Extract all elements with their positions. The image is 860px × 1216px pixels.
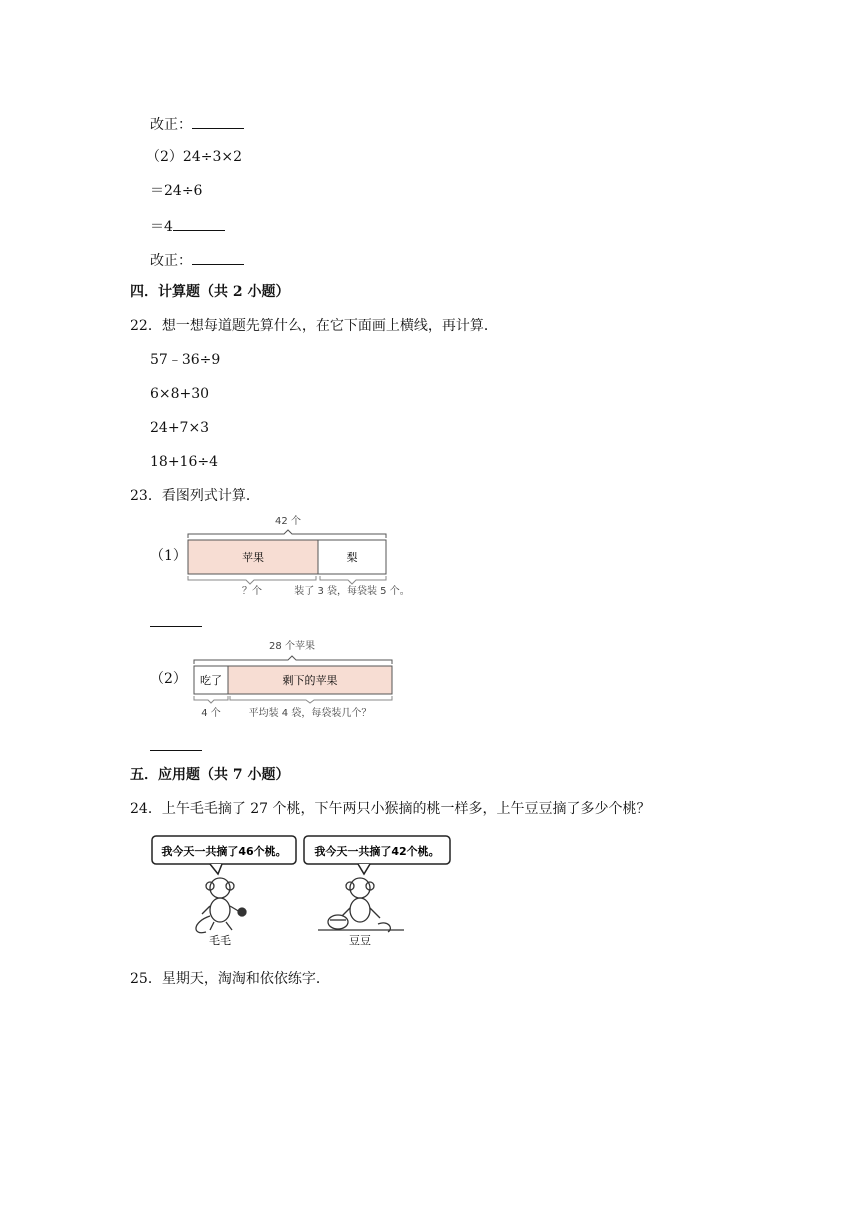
monkey-maomao-icon bbox=[196, 878, 246, 933]
q22-expr-1: 57﹣36÷9 bbox=[150, 352, 221, 368]
fig1-label: （1） bbox=[150, 548, 187, 564]
fig1-bottom-brace-right bbox=[320, 576, 386, 584]
fig2-remaining-label: 剩下的苹果 bbox=[282, 674, 338, 687]
q22-text: 22．想一想每道题先算什么，在它下面画上横线，再计算． bbox=[130, 318, 498, 334]
fig2-label: （2） bbox=[150, 671, 187, 687]
q22-expr-4: 18+16÷4 bbox=[150, 454, 218, 470]
answer-blank bbox=[150, 736, 202, 751]
q25-text: 25．星期天，淘淘和依依练字． bbox=[130, 971, 330, 987]
q23-text: 23．看图列式计算． bbox=[130, 488, 260, 504]
bubble-left-text: 我今天一共摘了46个桃。 bbox=[161, 845, 287, 858]
section4-heading: 四．计算题（共 2 小题） bbox=[130, 284, 290, 300]
fig1-bottom-brace-left bbox=[188, 576, 316, 584]
fig1-answer-line bbox=[150, 612, 202, 632]
fig1-below-right: 装了 3 袋，每袋装 5 个。 bbox=[294, 586, 410, 596]
item2-step1: ＝24÷6 bbox=[150, 183, 203, 199]
correction-label: 改正： bbox=[150, 253, 192, 269]
fig2-below-right: 平均装 4 袋，每袋装几个？ bbox=[248, 708, 372, 719]
bubble-right-text: 我今天一共摘了42个桃。 bbox=[314, 845, 440, 858]
answer-blank bbox=[192, 250, 244, 265]
fig2-below-left: 4 个 bbox=[201, 708, 221, 719]
fig1-apple-label: 苹果 bbox=[242, 551, 264, 564]
correction-line-2 bbox=[150, 250, 244, 270]
q24-monkey-illustration bbox=[148, 832, 458, 952]
fig1-total-label: 42 个 bbox=[275, 516, 301, 527]
bubble-left-tail bbox=[210, 864, 222, 874]
q22-expr-2: 6×8+30 bbox=[150, 386, 210, 402]
item2-expression: （2）24÷3×2 bbox=[146, 149, 242, 165]
bubble-right-tail bbox=[358, 864, 370, 874]
item2-step2: ＝4 bbox=[150, 219, 173, 235]
correction-label: 改正： bbox=[150, 117, 192, 133]
q24-text: 24．上午毛毛摘了 27 个桃，下午两只小猴摘的桃一样多，上午豆豆摘了多少个桃？ bbox=[130, 801, 651, 817]
q22-expr-3: 24+7×3 bbox=[150, 420, 210, 436]
monkey-doudou-icon bbox=[318, 878, 404, 932]
fig1-pear-label: 梨 bbox=[346, 551, 358, 564]
answer-blank bbox=[192, 114, 244, 129]
fig2-bar-diagram bbox=[190, 636, 410, 722]
item2-step2-line bbox=[150, 216, 225, 236]
fig2-top-brace bbox=[194, 656, 392, 664]
name-left: 毛毛 bbox=[209, 934, 231, 947]
fig2-total-label: 28 个苹果 bbox=[269, 641, 315, 652]
fig2-eaten-label: 吃了 bbox=[200, 674, 222, 687]
section5-heading: 五．应用题（共 7 小题） bbox=[130, 767, 290, 783]
fig1-below-left: ？个 bbox=[242, 586, 262, 596]
correction-line-1 bbox=[150, 114, 244, 134]
fig1-bar-diagram bbox=[186, 512, 426, 596]
answer-blank bbox=[173, 216, 225, 231]
fig2-bottom-brace-right bbox=[230, 696, 392, 703]
fig1-top-brace bbox=[188, 530, 386, 538]
fig2-bottom-brace-left bbox=[194, 696, 228, 703]
fig2-answer-line bbox=[150, 736, 202, 756]
answer-blank bbox=[150, 612, 202, 627]
name-right: 豆豆 bbox=[349, 934, 371, 947]
